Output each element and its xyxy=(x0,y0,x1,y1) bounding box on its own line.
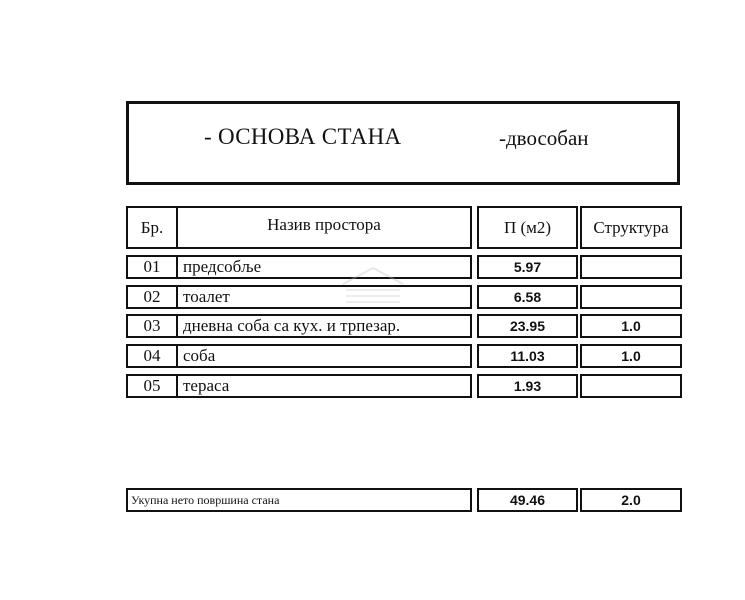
row-num: 01 xyxy=(126,255,178,279)
row-name: соба xyxy=(176,344,472,368)
row-area: 6.58 xyxy=(477,285,578,309)
row-structure: 1.0 xyxy=(580,314,682,338)
row-name: дневна соба са кух. и трпезар. xyxy=(176,314,472,338)
total-label: Укупна нето површина стана xyxy=(126,488,472,512)
header-structure: Структура xyxy=(580,206,682,249)
row-structure xyxy=(580,285,682,309)
row-name: тераса xyxy=(176,374,472,398)
row-structure xyxy=(580,374,682,398)
total-structure: 2.0 xyxy=(580,488,682,512)
row-name: тоалет xyxy=(176,285,472,309)
row-structure xyxy=(580,255,682,279)
row-num: 02 xyxy=(126,285,178,309)
watermark-icon xyxy=(338,262,408,312)
row-num: 04 xyxy=(126,344,178,368)
row-num: 05 xyxy=(126,374,178,398)
title-box xyxy=(126,101,680,185)
header-area: П (м2) xyxy=(477,206,578,249)
row-num: 03 xyxy=(126,314,178,338)
row-area: 5.97 xyxy=(477,255,578,279)
total-area: 49.46 xyxy=(477,488,578,512)
row-area: 1.93 xyxy=(477,374,578,398)
header-num: Бр. xyxy=(126,206,178,249)
plan-subtitle: -двособан xyxy=(499,126,589,150)
row-name: предсобље xyxy=(176,255,472,279)
row-area: 11.03 xyxy=(477,344,578,368)
plan-title: - ОСНОВА СТАНА xyxy=(204,124,402,149)
row-area: 23.95 xyxy=(477,314,578,338)
header-name: Назив простора xyxy=(176,206,472,249)
row-structure: 1.0 xyxy=(580,344,682,368)
